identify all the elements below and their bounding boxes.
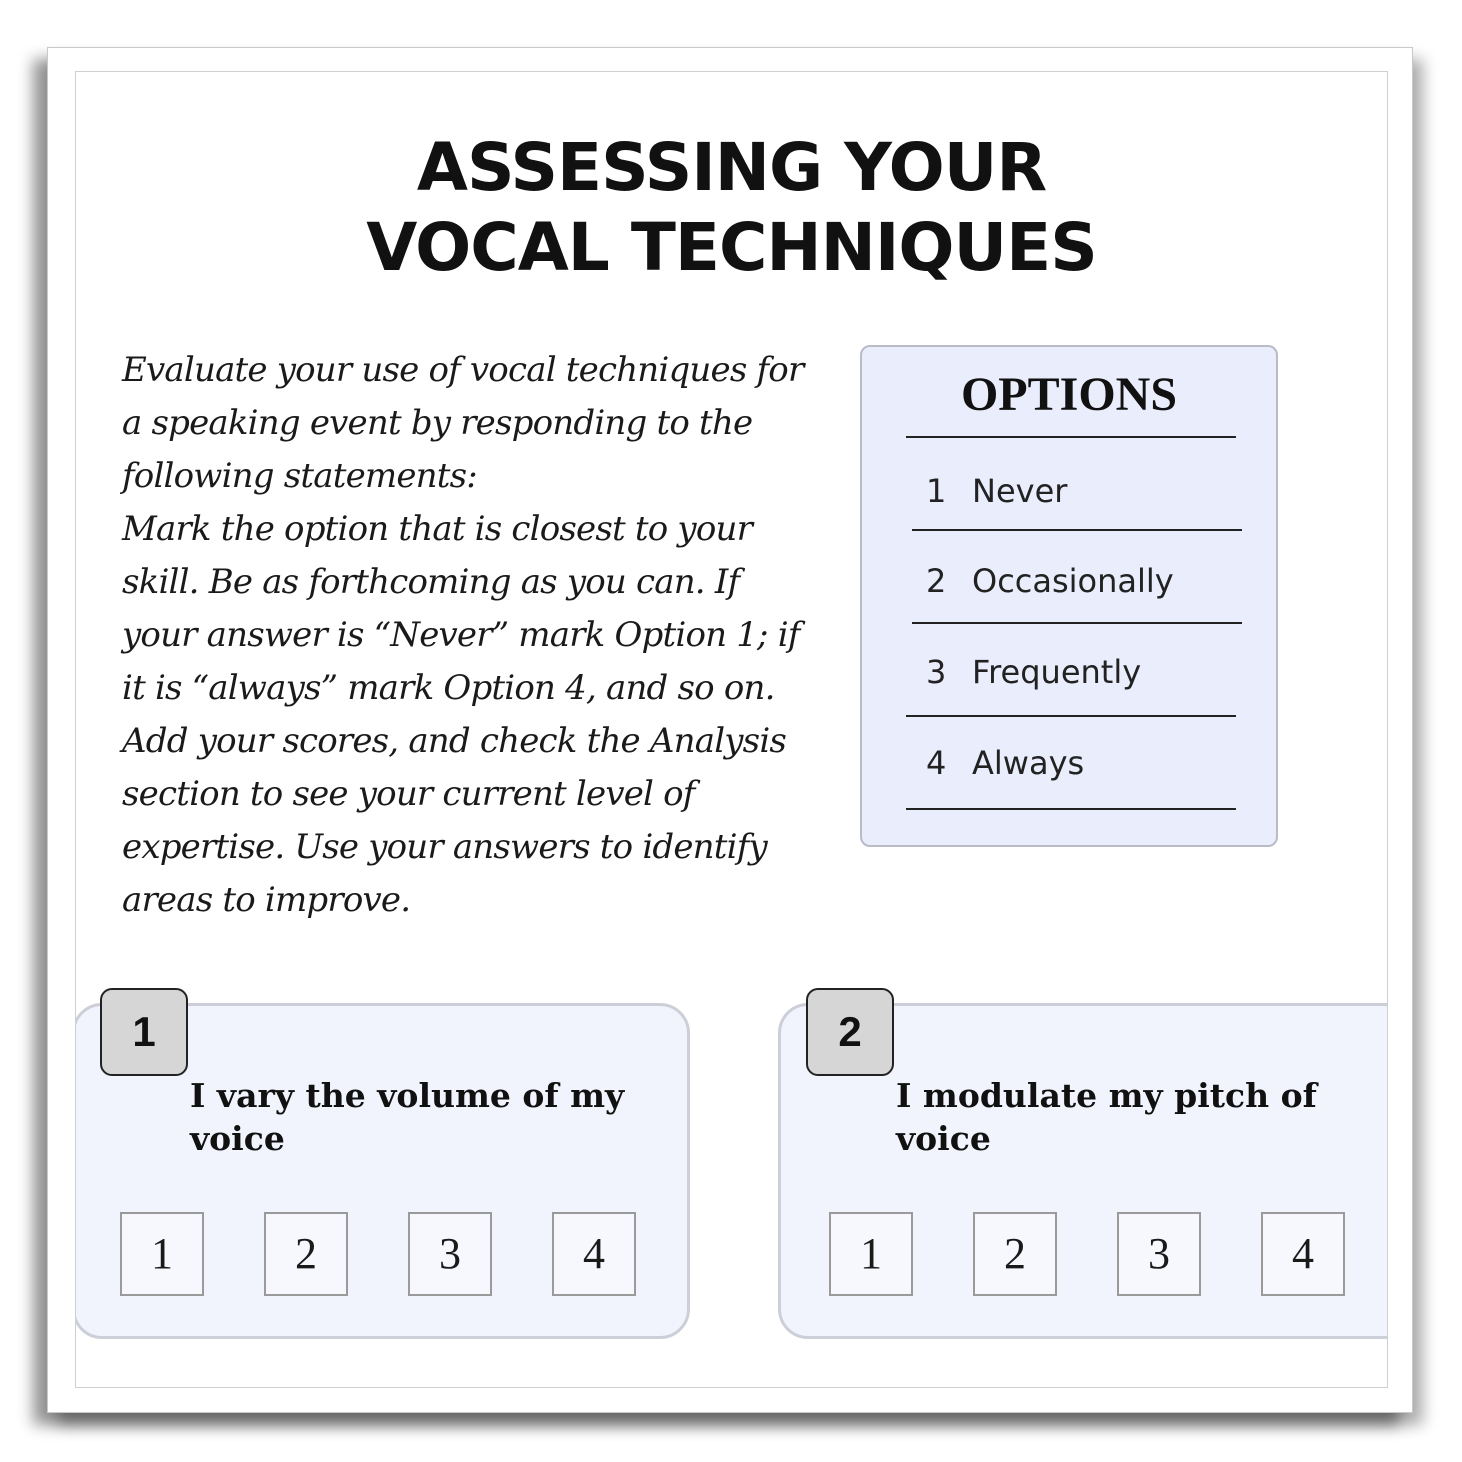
rating-box-3[interactable]: 3: [408, 1212, 492, 1296]
question-number-badge: 2: [806, 988, 894, 1076]
rating-box-1[interactable]: 1: [829, 1212, 913, 1296]
title-line-1: ASSESSING YOUR: [416, 129, 1047, 206]
question-statement: I vary the volume of my voice: [190, 1076, 625, 1158]
options-legend: [860, 345, 1278, 847]
instructions: [122, 344, 822, 927]
instructions-paragraph-1: Evaluate your use of vocal techniques for a speaking event by responding to the following statements:: [122, 350, 804, 496]
option-row-2: [926, 562, 1174, 600]
option-label: Frequently: [972, 653, 1142, 691]
rating-box-4[interactable]: 4: [1261, 1212, 1345, 1296]
options-divider: [906, 436, 1236, 438]
option-number: 2: [926, 562, 947, 600]
question-number-badge: 1: [100, 988, 188, 1076]
options-divider: [912, 622, 1242, 624]
rating-box-2[interactable]: 2: [973, 1212, 1057, 1296]
option-number: 1: [926, 472, 947, 510]
option-row-4: [926, 744, 1084, 782]
rating-box-3[interactable]: 3: [1117, 1212, 1201, 1296]
option-label: Never: [972, 472, 1068, 510]
title-line-2: VOCAL TECHNIQUES: [366, 209, 1097, 286]
instructions-paragraph-2: Mark the option that is closest to your skill. Be as forthcoming as you can. If your answer is “Never” mark Option 1; if it is “always” mark Option 4, and so on. Add your scores, and check the Analysis section to see your current level of expertise. Use your answers to identify areas to improve.: [122, 509, 800, 920]
option-row-3: [926, 653, 1141, 691]
option-label: Occasionally: [972, 562, 1174, 600]
options-heading: OPTIONS: [960, 368, 1178, 421]
rating-box-4[interactable]: 4: [552, 1212, 636, 1296]
options-divider: [906, 808, 1236, 810]
options-divider: [912, 529, 1242, 531]
page-title: [76, 128, 1387, 288]
rating-box-2[interactable]: 2: [264, 1212, 348, 1296]
option-number: 4: [926, 744, 947, 782]
option-number: 3: [926, 653, 947, 691]
rating-box-1[interactable]: 1: [120, 1212, 204, 1296]
question-statement: I modulate my pitch of voice: [896, 1076, 1317, 1158]
option-row-1: [926, 472, 1067, 510]
worksheet-page: [47, 47, 1413, 1413]
page-frame: [75, 71, 1388, 1388]
option-label: Always: [972, 744, 1085, 782]
options-divider: [906, 715, 1236, 717]
